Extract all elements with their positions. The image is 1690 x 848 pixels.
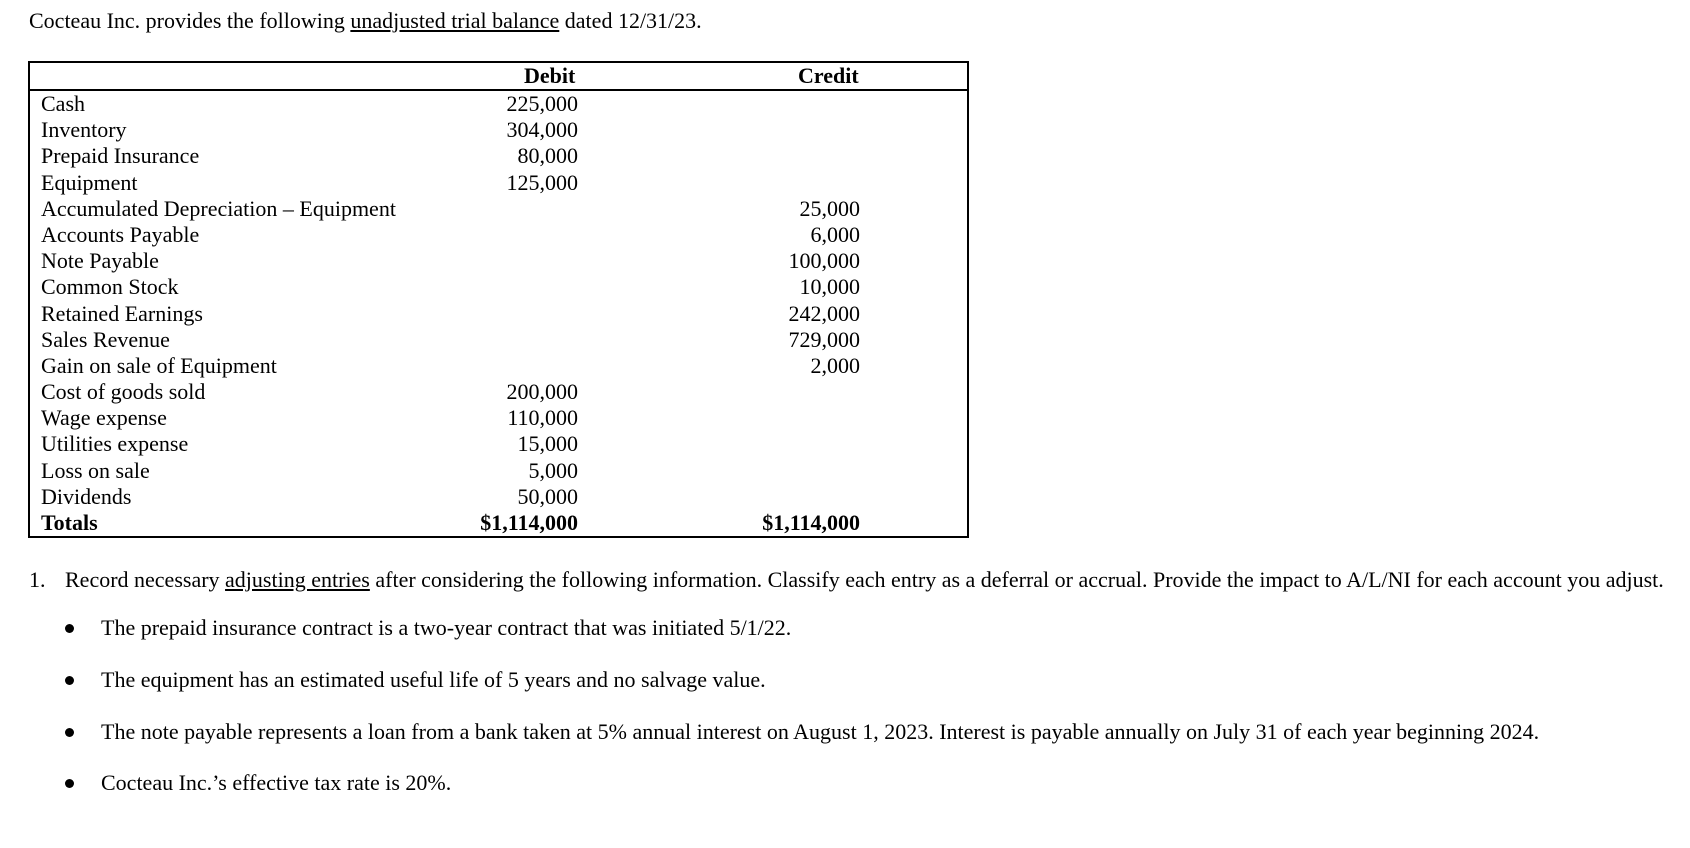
table-row [30, 379, 967, 405]
debit-amount: 80,000 [517, 143, 578, 169]
table-row [30, 353, 967, 379]
bullet-dot-icon [65, 676, 74, 685]
intro-text [29, 6, 702, 36]
table-row [30, 170, 967, 196]
table-row [30, 405, 967, 431]
table-row [30, 484, 967, 510]
debit-amount: 15,000 [517, 431, 578, 457]
bullet-text: Cocteau Inc.’s effective tax rate is 20%. [101, 770, 452, 795]
total-debit: $1,114,000 [480, 510, 578, 535]
account-name: Loss on sale [41, 457, 150, 483]
credit-amount: 242,000 [788, 300, 860, 326]
table-row [30, 117, 967, 143]
account-name: Accounts Payable [41, 221, 200, 247]
table-row [30, 248, 967, 274]
account-name: Common Stock [41, 274, 179, 300]
bullet-dot-icon [65, 728, 74, 737]
question-underlined: adjusting entries [225, 567, 370, 592]
credit-amount: 6,000 [810, 221, 860, 247]
account-name: Accumulated Depreciation – Equipment [41, 195, 396, 221]
table-row [30, 222, 967, 248]
debit-amount: 110,000 [507, 405, 578, 431]
bullet-dot-icon [65, 779, 74, 788]
account-name: Prepaid Insurance [41, 143, 200, 169]
totals-label: Totals [41, 510, 98, 535]
credit-header: Credit [798, 63, 859, 88]
account-name: Equipment [41, 169, 138, 195]
credit-amount: 10,000 [799, 274, 860, 300]
table-body [30, 91, 967, 536]
credit-amount: 729,000 [788, 326, 860, 352]
bullet-dot-icon [65, 624, 74, 633]
table-row [30, 143, 967, 169]
account-name: Wage expense [41, 405, 167, 431]
bullet-text: The equipment has an estimated useful life of 5 years and no salvage value. [101, 667, 766, 692]
account-name: Utilities expense [41, 431, 189, 457]
table-row [30, 431, 967, 457]
account-name: Sales Revenue [41, 326, 170, 352]
question-after: after considering the following information. Classify each entry as a deferral or accrual. Provide the impact to A/L/NI for each account you adjust. [369, 567, 1664, 592]
credit-amount: 100,000 [788, 248, 860, 274]
account-name: Note Payable [41, 248, 159, 274]
bullet-text: The prepaid insurance contract is a two-year contract that was initiated 5/1/22. [101, 615, 792, 640]
debit-header: Debit [524, 63, 576, 88]
bullet-text: The note payable represents a loan from a bank taken at 5% annual interest on August 1, 2023. Interest is payable annually on July 31 of each year beginning 2024. [101, 719, 1540, 744]
account-name: Gain on sale of Equipment [41, 352, 277, 378]
debit-amount: 304,000 [506, 117, 578, 143]
account-name: Dividends [41, 483, 132, 509]
intro-underlined: unadjusted trial balance [350, 8, 560, 33]
account-name: Inventory [41, 117, 127, 143]
table-header [30, 63, 967, 91]
credit-amount: 25,000 [799, 195, 860, 221]
debit-amount: 200,000 [506, 379, 578, 405]
table-row [30, 196, 967, 222]
debit-amount: 50,000 [517, 483, 578, 509]
trial-balance-table [28, 61, 969, 538]
intro-after: dated 12/31/23. [559, 8, 702, 33]
debit-amount: 125,000 [506, 169, 578, 195]
total-credit: $1,114,000 [762, 510, 860, 535]
table-row [30, 301, 967, 327]
credit-amount: 2,000 [810, 352, 860, 378]
debit-amount: 225,000 [506, 91, 578, 116]
intro-before: Cocteau Inc. provides the following [29, 8, 351, 33]
totals-row [30, 510, 967, 536]
table-row [30, 458, 967, 484]
question-number: 1. [29, 567, 46, 592]
table-row [30, 91, 967, 117]
question-text [65, 565, 1664, 595]
table-row [30, 327, 967, 353]
account-name: Cash [41, 91, 85, 116]
debit-amount: 5,000 [528, 457, 578, 483]
table-row [30, 274, 967, 300]
account-name: Cost of goods sold [41, 379, 206, 405]
question-before: Record necessary [65, 567, 226, 592]
account-name: Retained Earnings [41, 300, 203, 326]
